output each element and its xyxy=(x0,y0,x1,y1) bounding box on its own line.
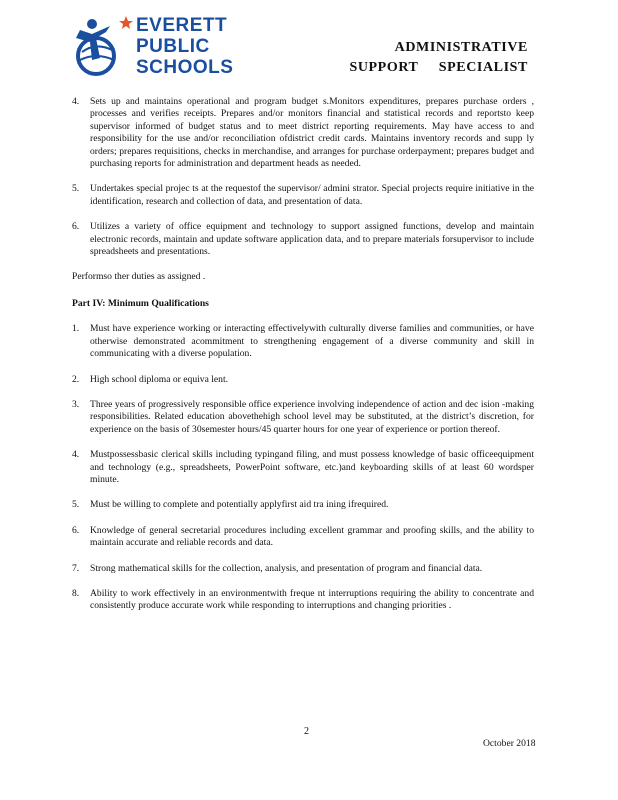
item-number: 1. xyxy=(72,323,80,335)
item-text: Undertakes special projec ts at the requestof the supervisor/ admini strator. Special projects require initiative in the identification, research and collection of data, and presentation of data. xyxy=(90,183,534,207)
item-text: Knowledge of general secretarial procedures including excellent grammar and proofing skills, and the ability to maintain accurate and reliable records and data. xyxy=(90,524,534,549)
item-number: 3. xyxy=(72,398,80,410)
item-text: High school diploma or equiva lent. xyxy=(90,373,229,385)
district-logo xyxy=(66,12,246,82)
list-item xyxy=(72,449,534,486)
list-item xyxy=(72,563,534,575)
item-text: Must be willing to complete and potentially applyfirst aid tra ining ifrequired. xyxy=(90,499,389,511)
item-text: Three years of progressively responsible office experience involving independence of action and dec ision -making responsibilities. Related education abovethehigh school level may be substituted, at the district’s discretion, for experience on the basis of 30semester hours/45 quarter hours for one year of experience or portion thereof. xyxy=(90,398,534,435)
item-number: 6. xyxy=(72,221,80,233)
logo-figure-icon xyxy=(66,12,134,82)
logo-wordmark xyxy=(136,15,233,78)
list-item xyxy=(72,96,534,170)
list-item xyxy=(72,588,534,613)
list-item xyxy=(72,221,534,258)
logo-line: SCHOOLS xyxy=(136,57,234,78)
logo-line: PUBLIC xyxy=(136,36,210,57)
list-item xyxy=(72,525,534,550)
item-number: 8. xyxy=(72,587,80,599)
item-text: Utilizes a variety of office equipment and technology to support assigned functions, develop and maintain electronic records, maintain and update software application data, and to prepare materials forsupervisor to include spreadsheets and presentations. xyxy=(90,221,534,258)
title-line-1: ADMINISTRATIVE xyxy=(394,40,528,55)
item-number: 5. xyxy=(72,499,80,511)
item-number: 5. xyxy=(72,183,80,195)
item-text: Mustpossessbasic clerical skills including typingand filing, and must possess knowledge of basic officeequipment and technology (e.g., spreadsheets, PowerPoint software, etc.)and keyboarding skills of at least 60 wordsper minute. xyxy=(90,449,534,485)
item-number: 4. xyxy=(72,449,80,461)
item-number: 4. xyxy=(72,96,80,107)
item-number: 2. xyxy=(72,373,80,385)
page-number: 2 xyxy=(304,726,309,737)
item-text: Ability to work effectively in an environmentwith freque nt interruptions requiring the ability to concentrate and consistently produce accurate work while responding to interruptions and changing priorities . xyxy=(90,587,534,612)
list-item xyxy=(72,374,534,386)
item-text: Sets up and maintains operational and program budget s.Monitors expenditures, prepares purchase orders , processes and verifies receipts. Prepares and/or monitors financial and statistical records and reportsto keep supervisor informed of budget status and to meet district reporting requirements. May have access to and responsibility for the use and/or reconciliation ofdistrict credit cards. Maintains inventory records and supp ly orders; prepares requisitions, checks in merchandise, and arranges for purchase orderpayment; prepares budget and purchasing reports for administration and department heads as needed. xyxy=(90,96,534,170)
list-item xyxy=(72,399,534,436)
footer-date: October 2018 xyxy=(483,738,536,749)
logo-line: EVERETT xyxy=(136,15,228,36)
other-duties-text: Performso ther duties as assigned . xyxy=(72,271,206,283)
item-text: Must have experience working or interacting effectivelywith culturally diverse families and communities, or have otherwise demonstrated acommitment to strengthening engagement of a diverse community and skill in communicating with a diverse population. xyxy=(90,323,534,360)
item-text: Strong mathematical skills for the collection, analysis, and presentation of program and financial data. xyxy=(90,562,483,574)
item-number: 7. xyxy=(72,562,80,574)
list-item xyxy=(72,499,534,511)
list-item xyxy=(72,323,534,360)
document-title xyxy=(349,38,528,78)
list-item xyxy=(72,183,534,208)
document-body xyxy=(72,96,534,626)
title-line-2: SUPPORT SPECIALIST xyxy=(349,60,528,75)
section-heading: Part IV: Minimum Qualifications xyxy=(72,297,209,309)
item-number: 6. xyxy=(72,524,80,536)
